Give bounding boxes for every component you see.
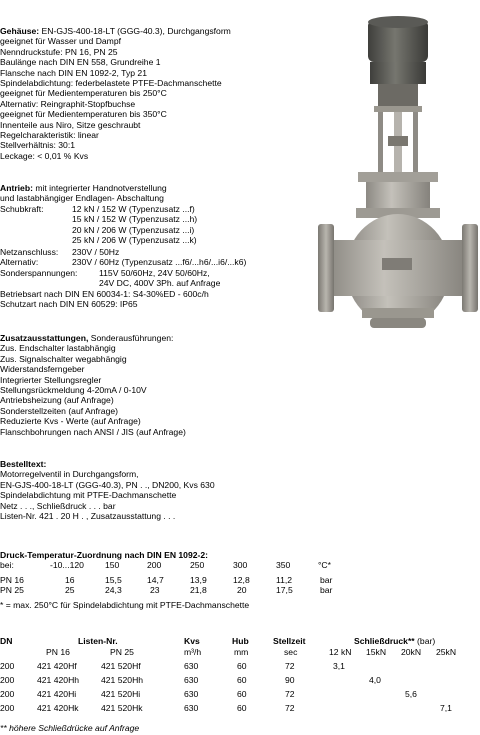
pt-header-cell: °C*	[318, 560, 331, 570]
pt-cell: 20	[237, 585, 247, 596]
bottom-flange	[362, 308, 434, 318]
special-value: 115V 50/60Hz, 24V 50/60Hz,	[99, 267, 210, 278]
pt-cell: 17,5	[276, 585, 293, 596]
cell-kvs: 630	[184, 661, 199, 671]
main-sub-hub: mm	[234, 647, 249, 657]
pt-cell: 23	[150, 585, 160, 596]
bottom-cover	[370, 318, 426, 328]
main-sub-time: sec	[284, 647, 298, 657]
thrust-value: 20 kN / 206 W (Typenzusatz ...i)	[72, 224, 195, 235]
thrust-value: 15 kN / 152 W (Typenzusatz ...h)	[72, 214, 198, 225]
pt-header-cell: 350	[276, 560, 291, 570]
cell-pressure: 4,0	[369, 675, 381, 685]
table-row	[0, 675, 480, 685]
alt-value: 230V / 60Hz (Typenzusatz ...f6/...h6/...i6/...k6)	[72, 257, 247, 268]
order-line: EN-GJS-400-18-LT (GGG-40.3), PN . ., DN200, Kvs 630	[0, 479, 215, 490]
housing-line: Regelcharakteristik: linear	[0, 129, 99, 140]
pt-header-cell: 250	[190, 560, 205, 570]
main-header-row	[0, 636, 480, 646]
housing-line: geeignet für Wasser und Dampf	[0, 36, 122, 47]
cell-pn16: 421 420Hh	[37, 675, 80, 685]
cell-dn: 200	[0, 703, 15, 713]
cell-hub: 60	[237, 703, 247, 713]
order-line: Netz . . ., Schließdruck . . . bar	[0, 500, 116, 511]
pt-row	[0, 585, 480, 595]
cell-time: 72	[285, 661, 295, 671]
cell-pn25: 421 520Hf	[101, 661, 141, 671]
pt-cell: 13,9	[190, 575, 207, 585]
thrust-value: 25 kN / 206 W (Typenzusatz ...k)	[72, 235, 197, 246]
housing-heading-rest: EN-GJS-400-18-LT (GGG-40.3), Durchgangsform	[39, 26, 231, 36]
extras-line: Zus. Signalschalter wegabhängig	[0, 353, 127, 364]
cell-dn: 200	[0, 661, 15, 671]
extras-heading-line	[0, 333, 186, 343]
pt-cell: 12,8	[233, 575, 250, 585]
pt-cell: 14,7	[147, 575, 164, 585]
pt-header-cell: 150	[105, 560, 120, 570]
extras-line: Flanschbohrungen nach ANSI / JIS (auf Anfrage)	[0, 426, 186, 437]
extras-section	[0, 333, 186, 437]
housing-heading: Gehäuse:	[0, 26, 40, 36]
cell-hub: 60	[237, 689, 247, 699]
cell-pn16: 421 420Hi	[37, 689, 77, 699]
housing-line: geeignet für Medientemperaturen bis 250°C	[0, 88, 167, 99]
cell-hub: 60	[237, 675, 247, 685]
order-section	[0, 459, 215, 521]
cell-pressure: 7,1	[440, 703, 452, 713]
main-sub-force: 12 kN	[329, 647, 352, 657]
drive-heading-line	[0, 183, 167, 193]
thrust-value: 12 kN / 152 W (Typenzusatz ...f)	[72, 204, 195, 214]
extras-heading: Zusatzausstattungen,	[0, 333, 89, 343]
extras-line: Widerstandsferngeber	[0, 364, 85, 375]
extras-line: Stellungsrückmeldung 4-20mA / 0-10V	[0, 384, 147, 395]
housing-line: Nenndruckstufe: PN 16, PN 25	[0, 46, 118, 57]
order-line: Motorregelventil in Durchgangsform,	[0, 469, 139, 480]
cell-pressure: 3,1	[333, 661, 345, 671]
special-label: Sonderspannungen:	[0, 267, 78, 278]
pt-cell: 16	[65, 575, 75, 585]
yoke-plate	[374, 106, 422, 112]
extras-line: Integrierter Stellungsregler	[0, 374, 102, 385]
outlet-flange	[462, 224, 478, 312]
main-sub-force: 25kN	[436, 647, 457, 657]
protection-class: Schutzart nach DIN EN 60529: IP65	[0, 299, 138, 309]
main-header-close-unit: (bar)	[417, 636, 436, 646]
actuator-gear	[378, 84, 418, 106]
cell-kvs: 630	[184, 675, 199, 685]
housing-line: Leckage: < 0,01 % Kvs	[0, 150, 89, 161]
extras-line: Sonderstellzeiten (auf Anfrage)	[0, 405, 118, 416]
pt-header-row	[0, 560, 480, 570]
table-row	[0, 661, 480, 671]
pt-cell: bar	[320, 575, 333, 585]
pt-cell: bar	[320, 585, 333, 596]
main-header-list: Listen-Nr.	[78, 636, 118, 646]
cell-pressure: 5,6	[405, 689, 417, 699]
special-value: 24V DC, 400V 3Ph. auf Anfrage	[99, 278, 221, 289]
drive-heading: Antrieb:	[0, 183, 33, 193]
pt-cell: 25	[65, 585, 75, 596]
pt-header-cell: 300	[233, 560, 248, 570]
actuator-lower	[370, 62, 426, 84]
cell-dn: 200	[0, 689, 15, 699]
housing-line: Spindelabdichtung: federbelastete PTFE-Dachmanschette	[0, 77, 222, 88]
cell-pn25: 421 520Hi	[101, 689, 141, 699]
main-subheader-row	[0, 647, 480, 657]
main-header-close	[354, 636, 435, 646]
order-heading	[0, 459, 215, 469]
pt-footnote: * = max. 250°C für Spindelabdichtung mit PTFE-Dachmanschette	[0, 600, 250, 610]
housing-section	[0, 26, 231, 161]
order-heading-text: Bestelltext:	[0, 459, 47, 469]
actuator-cap	[368, 16, 428, 28]
main-sub-force: 20kN	[401, 647, 422, 657]
alt-label: Alternativ:	[0, 257, 39, 268]
main-sub-pn25: PN 25	[110, 647, 134, 657]
housing-line: Stellverhältnis: 30:1	[0, 140, 75, 151]
extras-line: Antriebsheizung (auf Anfrage)	[0, 395, 114, 406]
yoke-column	[413, 112, 418, 172]
main-sub-kvs: m³/h	[184, 647, 202, 657]
pt-cell: 24,3	[105, 585, 122, 596]
stem-coupling	[388, 136, 408, 146]
cell-pn16: 421 420Hf	[37, 661, 77, 671]
bonnet	[366, 182, 430, 212]
housing-line: Alternativ: Reingraphit-Stopfbuchse	[0, 98, 136, 109]
housing-line: geeignet für Medientemperaturen bis 350°C	[0, 109, 167, 120]
housing-line: Innenteile aus Niro, Sitze geschraubt	[0, 119, 141, 130]
cell-time: 72	[285, 703, 295, 713]
main-header-close-text: Schließdruck**	[354, 636, 415, 646]
bonnet-flange	[358, 172, 438, 182]
valve-product-image	[318, 8, 478, 348]
main-header-hub: Hub	[232, 636, 249, 646]
extras-line: Zus. Endschalter lastabhängig	[0, 343, 116, 354]
cell-time: 72	[285, 689, 295, 699]
inlet-flange	[318, 224, 334, 312]
pt-header-cell: -10...120	[50, 560, 84, 570]
cell-kvs: 630	[184, 689, 199, 699]
cell-pn16: 421 420Hk	[37, 703, 79, 713]
main-sub-force: 15kN	[366, 647, 387, 657]
extras-heading-rest: Sonderausführungen:	[88, 333, 174, 343]
mains-value: 230V / 50Hz	[72, 247, 120, 257]
cell-pn25: 421 520Hk	[101, 703, 143, 713]
thrust-label: Schubkraft:	[0, 204, 44, 214]
yoke-column	[378, 112, 383, 172]
cell-pn25: 421 520Hh	[101, 675, 144, 685]
extras-line: Reduzierte Kvs - Werte (auf Anfrage)	[0, 416, 141, 427]
pt-header-cell: bei:	[0, 560, 14, 570]
pt-cell: 11,2	[276, 575, 293, 585]
drive-heading-rest: mit integrierter Handnotverstellung	[32, 183, 167, 193]
pt-cell: PN 16	[0, 575, 24, 585]
cell-kvs: 630	[184, 703, 199, 713]
main-footnote: ** höhere Schließdrücke auf Anfrage	[0, 723, 140, 733]
drive-line: und lastabhängiger Endlagen- Abschaltung	[0, 193, 164, 204]
pt-cell: 15,5	[105, 575, 122, 585]
main-header-kvs: Kvs	[184, 636, 200, 646]
main-header-time: Stellzeit	[273, 636, 306, 646]
housing-heading-line	[0, 26, 231, 36]
mains-label: Netzanschluss:	[0, 247, 59, 257]
housing-line: Baulänge nach DIN EN 558, Grundreihe 1	[0, 57, 161, 68]
cell-dn: 200	[0, 675, 15, 685]
order-line: Listen-Nr. 421 . 20 H . , Zusatzausstattung . . .	[0, 510, 176, 521]
pt-cell: 21,8	[190, 585, 207, 596]
main-sub-pn16: PN 16	[46, 647, 70, 657]
main-header-dn: DN	[0, 636, 13, 646]
pt-row	[0, 575, 480, 585]
operating-mode: Betriebsart nach DIN EN 60034-1: S4-30%ED - 600c/h	[0, 288, 209, 299]
drive-section	[0, 183, 167, 204]
pt-heading	[0, 550, 208, 560]
body-marking	[382, 258, 412, 270]
housing-line: Flansche nach DIN EN 1092-2, Typ 21	[0, 67, 147, 78]
pt-heading-text: Druck-Temperatur-Zuordnung nach DIN EN 1092-2:	[0, 550, 209, 560]
cell-hub: 60	[237, 661, 247, 671]
pt-cell: PN 25	[0, 585, 24, 596]
table-row	[0, 689, 480, 699]
table-row	[0, 703, 480, 713]
pt-header-cell: 200	[147, 560, 162, 570]
cell-time: 90	[285, 675, 295, 685]
order-line: Spindelabdichtung mit PTFE-Dachmanschette	[0, 490, 177, 501]
